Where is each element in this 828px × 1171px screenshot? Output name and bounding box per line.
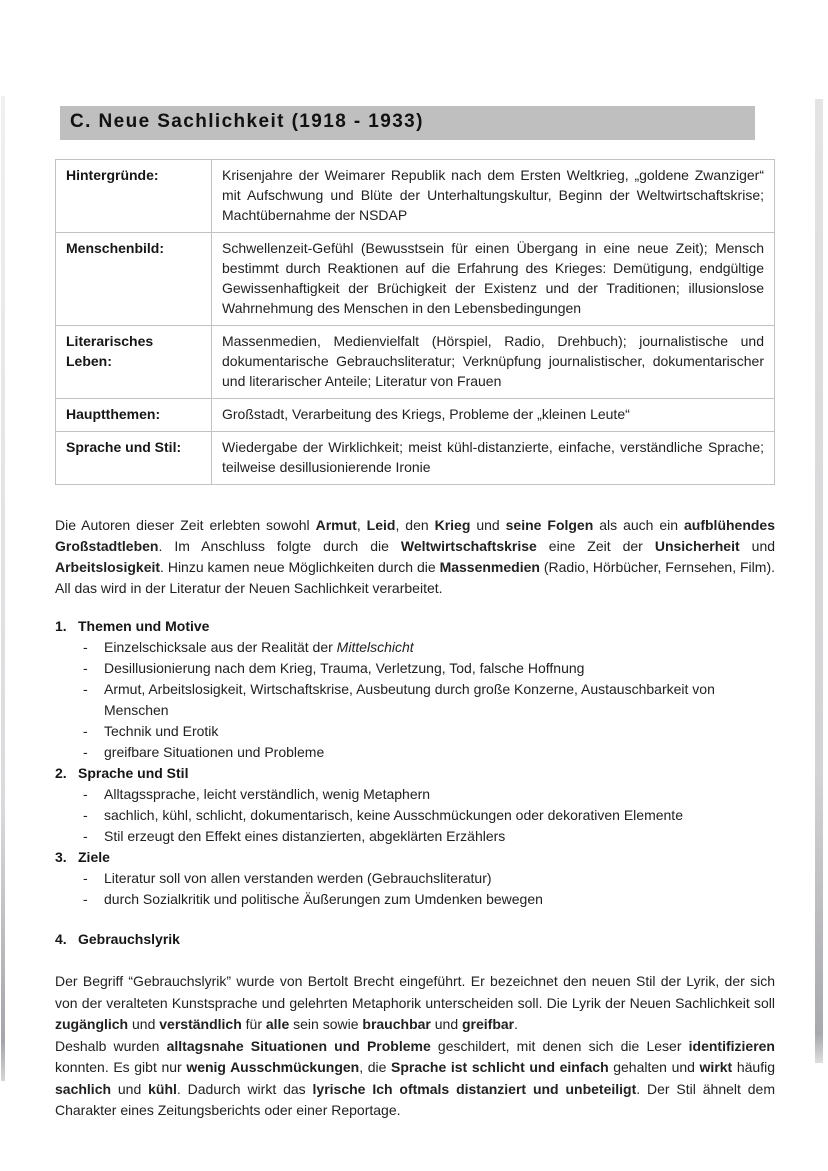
document-page: [55, 106, 775, 1122]
numbered-outline: [55, 616, 775, 950]
row-value: Massenmedien, Medienvielfalt (Hörspiel, Radio, Drehbuch); journalistische und dokumentarische Gebrauchsliteratur; Verknüpfung journalistischer, dokumentarischer und literarischer Anteile; Literatur von Frauen: [212, 326, 775, 399]
bullet-dash: -: [83, 660, 88, 676]
section-heading-highlight: [60, 106, 755, 140]
list-item-text: durch Sozialkritik und politische Äußerungen zum Umdenken bewegen: [104, 891, 543, 907]
table-row-literarisches-leben: [56, 326, 775, 399]
row-label: Sprache und Stil:: [56, 432, 212, 485]
list-item-text: sachlich, kühl, schlicht, dokumentarisch, keine Ausschmückungen oder dekorativen Elemente: [104, 807, 683, 823]
list-item: [55, 889, 775, 910]
row-label: Hauptthemen:: [56, 399, 212, 432]
section-title: Sprache und Stil: [78, 765, 189, 781]
section-number: 2.: [55, 765, 67, 781]
bullet-dash: -: [83, 807, 88, 823]
intro-paragraph: Die Autoren dieser Zeit erlebten sowohl Armut, Leid, den Krieg und seine Folgen als auch ein aufblühendes Großstadtleben. Im Anschluss folgte durch die Weltwirtschaftskrise eine Zeit der Unsicherheit und Arbeitslosigkeit. Hinzu kamen neue Möglichkeiten durch die Massenmedien (Radio, Hörbücher, Fernsehen, Film). All das wird in der Literatur der Neuen Sachlichkeit verarbeitet.: [55, 517, 776, 596]
body-paragraph: Deshalb wurden alltagsnahe Situationen und Probleme geschildert, mit denen sich die Leser identifizieren konnten. Es gibt nur wenig Ausschmückungen, die Sprache ist schlicht und einfach gehalten und wirkt häufig sachlich und kühl. Dadurch wirkt das lyrische Ich oftmals distanziert und unbeteiligt. Der Stil ähnelt dem Charakter eines Zeitungsberichts oder einer Reportage.: [55, 1037, 775, 1118]
list-item: [55, 868, 775, 889]
row-value: Wiedergabe der Wirklichkeit; meist kühl-distanzierte, einfache, verständliche Sprache; teilweise desillusionierende Ironie: [212, 432, 775, 485]
list-item-text: Alltagssprache, leicht verständlich, wenig Metaphern: [104, 786, 431, 802]
list-item: [55, 826, 775, 847]
table-row-sprache-und-stil: [56, 432, 775, 485]
section-heading: [55, 616, 775, 637]
row-value: Großstadt, Verarbeitung des Kriegs, Probleme der „kleinen Leute“: [212, 399, 775, 432]
body-paragraph: Der Begriff “Gebrauchslyrik” wurde von Bertolt Brecht eingeführt. Er bezeichnet den neuen Stil der Lyrik, der sich von der veralteten Kunstsprache und gelehrten Metaphorik unterscheiden soll. Die Lyrik der Neuen Sachlichkeit soll zugänglich und verständlich für alle sein sowie brauchbar und greifbar.: [55, 973, 775, 1032]
page-edge-artifact-left: [1, 96, 5, 1081]
row-label: Hintergründe:: [56, 160, 212, 233]
section-heading: [55, 763, 775, 784]
table-row-hintergruende: [56, 160, 775, 233]
bullet-dash: -: [83, 786, 88, 802]
bullet-dash: -: [83, 828, 88, 844]
list-item-text: Desillusionierung nach dem Krieg, Trauma, Verletzung, Tod, falsche Hoffnung: [104, 660, 585, 676]
section-number: 3.: [55, 849, 67, 865]
row-value: Krisenjahre der Weimarer Republik nach dem Ersten Weltkrieg, „goldene Zwanziger“ mit Aufschwung und Blüte der Unterhaltungskultur, Beginn der Weltwirtschaftskrise; Machtübernahme der NSDAP: [212, 160, 775, 233]
section-sprache-und-stil: [55, 763, 775, 847]
section-number: 4.: [55, 931, 67, 947]
page-edge-artifact-right: [815, 99, 823, 1063]
section-heading: [55, 929, 775, 950]
section-ziele: [55, 847, 775, 910]
bullet-dash: -: [83, 723, 88, 739]
section-heading: [55, 847, 775, 868]
bullet-dash: -: [83, 870, 88, 886]
list-item: [55, 784, 775, 805]
list-item-text: Literatur soll von allen verstanden werden (Gebrauchsliteratur): [104, 870, 492, 886]
bullet-dash: -: [83, 681, 88, 697]
list-item-text: Stil erzeugt den Effekt eines distanzierten, abgeklärten Erzählers: [104, 828, 506, 844]
table-row-hauptthemen: [56, 399, 775, 432]
section-title: Gebrauchslyrik: [78, 931, 180, 947]
list-item-text: Einzelschicksale aus der Realität der Mittelschicht: [104, 639, 414, 655]
bullet-dash: -: [83, 639, 88, 655]
list-item: [55, 805, 775, 826]
overview-table: [55, 159, 775, 485]
list-item-text: Technik und Erotik: [104, 723, 219, 739]
page-title: C. Neue Sachlichkeit (1918 - 1933): [70, 111, 424, 132]
list-item-text: greifbare Situationen und Probleme: [104, 744, 325, 760]
list-item-text: Armut, Arbeitslosigkeit, Wirtschaftskrise, Ausbeutung durch große Konzerne, Austauschbarkeit von Menschen: [104, 681, 715, 718]
list-item: [55, 721, 775, 742]
row-label: Literarisches Leben:: [56, 326, 212, 399]
row-label: Menschenbild:: [56, 233, 212, 326]
list-item: [55, 742, 775, 763]
section-themen-und-motive: [55, 616, 775, 763]
row-value: Schwellenzeit-Gefühl (Bewusstsein für einen Übergang in eine neue Zeit); Mensch bestimmt durch Reaktionen auf die Erfahrung des Krieges: Demütigung, endgültige Gewissenhaftigkeit der Brüchigkeit der Existenz und der Traditionen; illusionslose Wahrnehmung des Menschen in den Lebensbedingungen: [212, 233, 775, 326]
section-title: Ziele: [78, 849, 110, 865]
table-row-menschenbild: [56, 233, 775, 326]
list-item: [55, 637, 775, 658]
section-number: 1.: [55, 618, 67, 634]
list-item: [55, 679, 775, 721]
bullet-dash: -: [83, 891, 88, 907]
section-gebrauchslyrik: [55, 929, 775, 950]
gebrauchslyrik-body: [55, 971, 775, 1122]
list-item: [55, 658, 775, 679]
bullet-dash: -: [83, 744, 88, 760]
section-title: Themen und Motive: [78, 618, 210, 634]
